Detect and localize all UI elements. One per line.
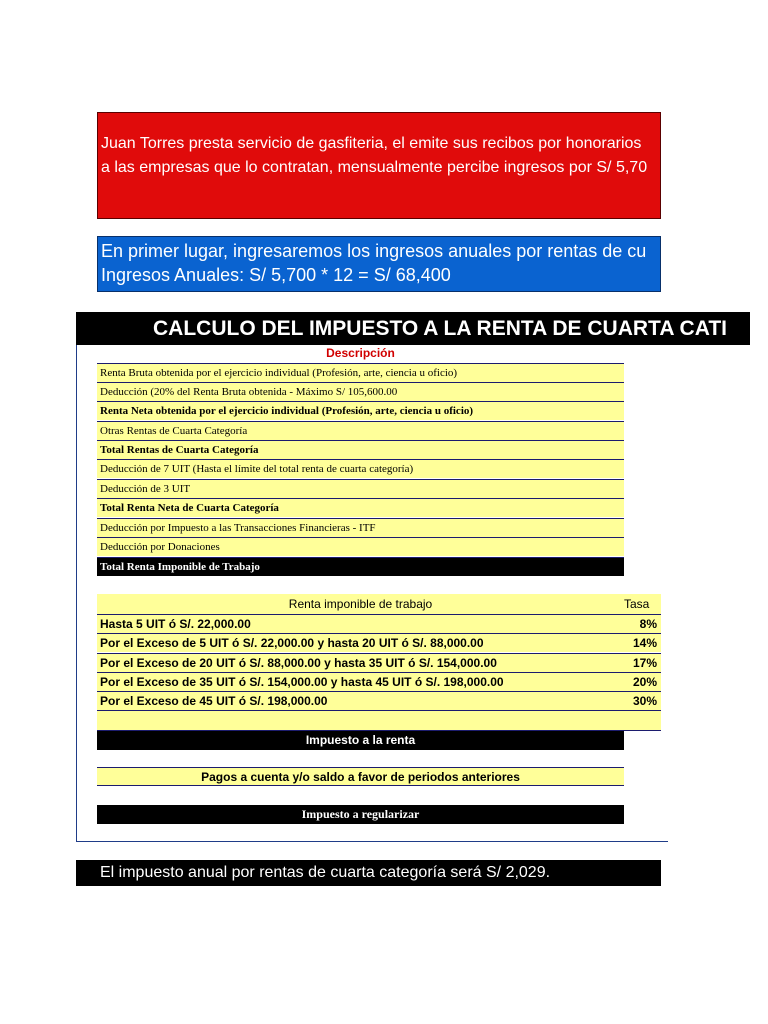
impuesto-renta-bar: Impuesto a la renta — [97, 731, 624, 750]
page-title: CALCULO DEL IMPUESTO A LA RENTA DE CUARTA CATI — [76, 312, 750, 345]
rate-row-empty — [97, 710, 661, 731]
intro-line-1: Juan Torres presta servicio de gasfiteria, el emite sus recibos por honorarios — [101, 135, 642, 152]
table-row: Otras Rentas de Cuarta Categoría — [97, 421, 624, 440]
table-row: Deducción (20% del Renta Bruta obtenida - Máximo S/ 105,600.00 — [97, 382, 624, 401]
rates-header — [97, 594, 661, 614]
rate-row — [97, 633, 661, 652]
rate-value: 8% — [639, 617, 657, 631]
rate-label: Por el Exceso de 20 UIT ó S/. 88,000.00 y hasta 35 UIT ó S/. 154,000.00 — [100, 656, 497, 670]
table-row: Renta Bruta obtenida por el ejercicio individual (Profesión, arte, ciencia u oficio) — [97, 363, 624, 382]
step-line-1: En primer lugar, ingresaremos los ingresos anuales por rentas de cu — [101, 241, 647, 261]
table-row: Total Renta Neta de Cuarta Categoría — [97, 498, 624, 517]
table-row: Deducción por Impuesto a las Transacciones Financieras - ITF — [97, 518, 624, 537]
rate-row — [97, 653, 661, 672]
rate-label: Por el Exceso de 35 UIT ó S/. 154,000.00 y hasta 45 UIT ó S/. 198,000.00 — [100, 675, 504, 689]
table-row-total: Total Renta Imponible de Trabajo — [97, 557, 624, 576]
rate-label: Por el Exceso de 5 UIT ó S/. 22,000.00 y hasta 20 UIT ó S/. 88,000.00 — [100, 636, 484, 650]
step-line-2: Ingresos Anuales: S/ 5,700 * 12 = S/ 68,400 — [101, 265, 451, 285]
rate-value: 30% — [632, 694, 657, 708]
intro-box — [97, 112, 661, 219]
rate-label: Por el Exceso de 45 UIT ó S/. 198,000.00 — [100, 694, 328, 708]
impuesto-regularizar-bar: Impuesto a regularizar — [97, 805, 624, 824]
pagos-cuenta-row: Pagos a cuenta y/o saldo a favor de periodos anteriores — [97, 767, 624, 786]
rate-row — [97, 691, 661, 710]
table-row: Deducción de 7 UIT (Hasta el límite del total renta de cuarta categoría) — [97, 459, 624, 478]
table-row: Deducción por Donaciones — [97, 537, 624, 556]
rate-value: 17% — [632, 656, 657, 670]
rates-header-rate: Tasa — [624, 597, 650, 611]
step-box — [97, 236, 661, 292]
footer-result: El impuesto anual por rentas de cuarta categoría será S/ 2,029. — [76, 860, 661, 886]
rates-header-label: Renta imponible de trabajo — [288, 597, 433, 611]
rate-row — [97, 672, 661, 691]
description-header: Descripción — [326, 346, 395, 360]
table-row: Renta Neta obtenida por el ejercicio individual (Profesión, arte, ciencia u oficio) — [97, 401, 624, 420]
rate-value: 20% — [632, 675, 657, 689]
table-row: Deducción de 3 UIT — [97, 479, 624, 498]
rate-row — [97, 614, 661, 633]
rate-label: Hasta 5 UIT ó S/. 22,000.00 — [100, 617, 251, 631]
intro-line-2: a las empresas que lo contratan, mensualmente percibe ingresos por S/ 5,70 — [101, 159, 648, 176]
rate-value: 14% — [632, 636, 657, 650]
table-row: Total Rentas de Cuarta Categoría — [97, 440, 624, 459]
